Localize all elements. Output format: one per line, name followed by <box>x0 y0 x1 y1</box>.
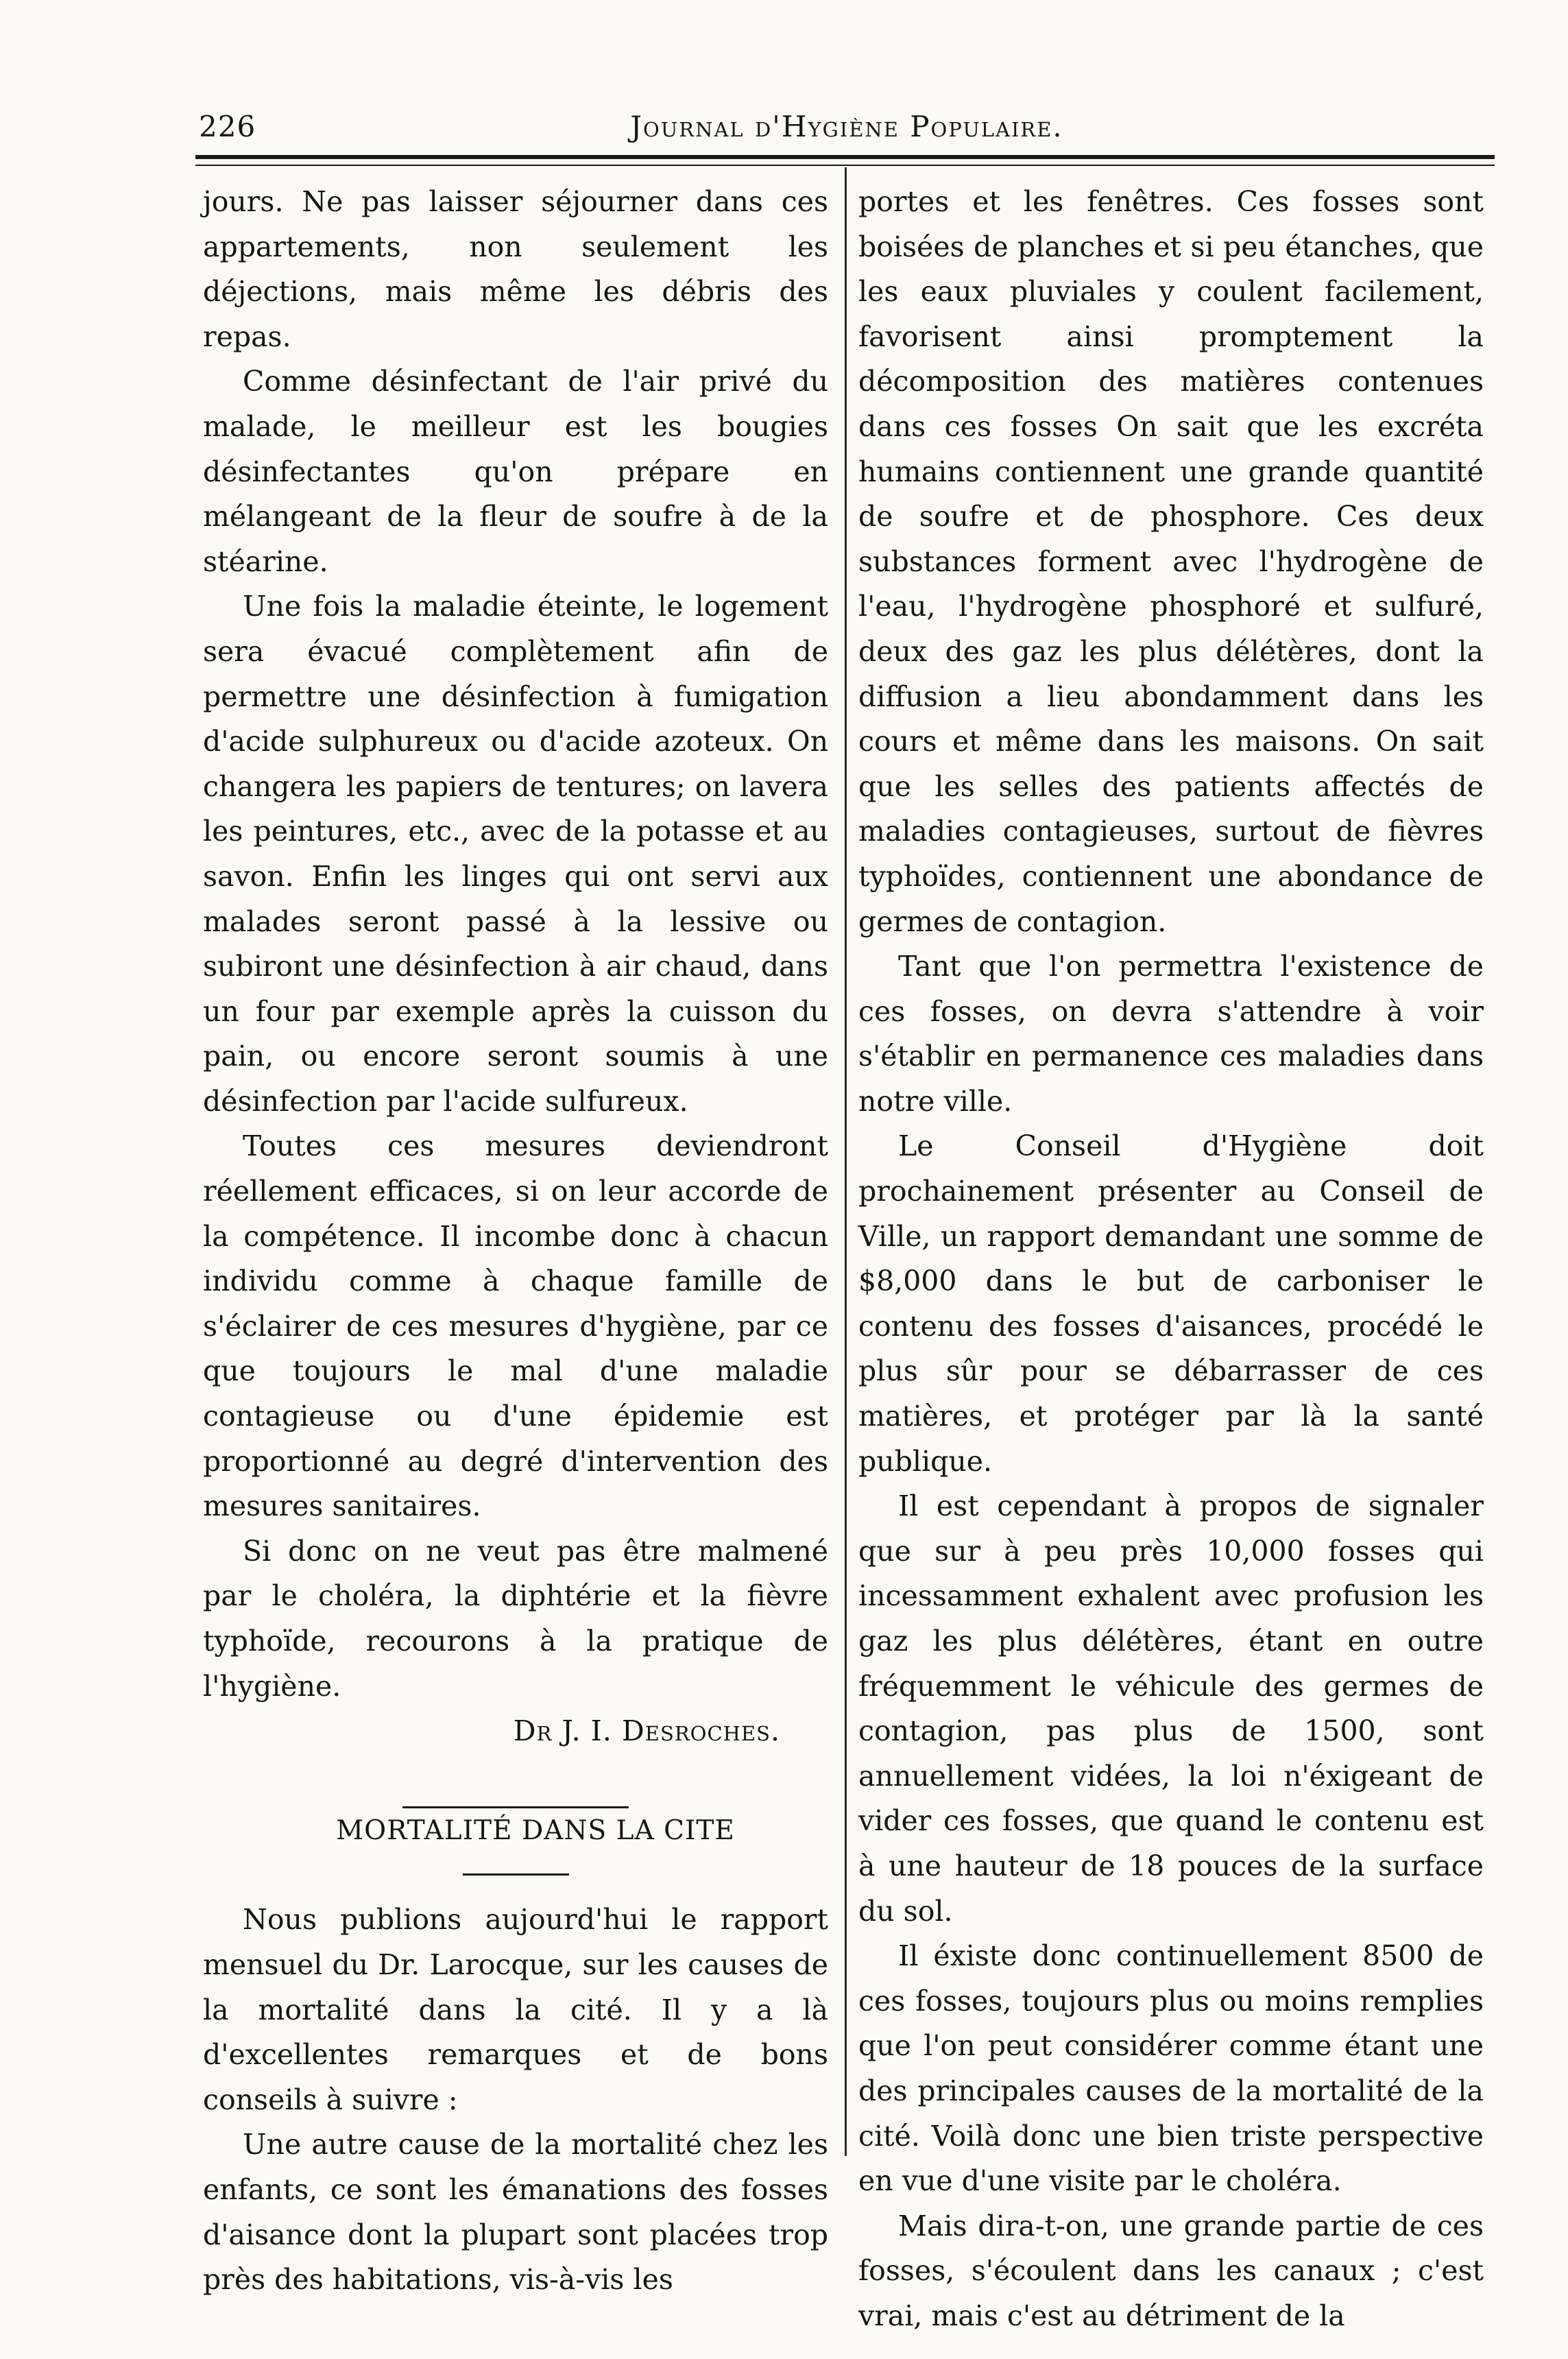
paragraph: Une autre cause de la mortalité chez les enfants, ce sont les émanations des fosses d'aisance dont la plupart sont placées trop près des habitations, vis-à-vis les <box>203 2128 828 2297</box>
right-column <box>858 180 1484 2339</box>
author-signature: Dr J. I. Desroches. <box>513 1714 780 1748</box>
paragraph: Il est cependant à propos de signaler que sur à peu près 10,000 fosses qui incessamment exhalent avec profusion les gaz les plus délétères, étant en outre fréquemment le véhicule des germes de contagion, pas plus de 1500, sont annuellement vidées, la loi n'éxigeant de vider ces fosses, que quand le contenu est à une hauteur de 18 pouces de la surface du sol. <box>858 1489 1484 1928</box>
section-title-rule <box>463 1873 569 1876</box>
paragraph: Mais dira-t-on, une grande partie de ces fosses, s'écoulent dans les canaux ; c'est vrai, mais c'est au détriment de la <box>858 2209 1484 2332</box>
page-header <box>199 110 1495 158</box>
paragraph: Le Conseil d'Hygiène doit prochainement présenter au Conseil de Ville, un rapport demandant une somme de $8,000 dans le but de carboniser le contenu des fosses d'aisances, procédé le plus sûr pour se débarrasser de ces matières, et protéger par là la santé publique. <box>858 1129 1484 1478</box>
paragraph: Si donc on ne veut pas être malmené par le choléra, la diphtérie et la fièvre typhoïde, recourons à la pratique de l'hygiène. <box>203 1534 828 1703</box>
paragraph: jours. Ne pas laisser séjourner dans ces appartements, non seulement les déjections, mais même les débris des repas. <box>203 185 828 353</box>
header-rule-thick <box>195 155 1495 159</box>
paragraph: portes et les fenêtres. Ces fosses sont boisées de planches et si peu étanches, que les eaux pluviales y coulent facilement, favorisent ainsi promptement la décomposition des matières contenues dans ces fosses On sait que les excréta humains contiennent une grande quantité de soufre et de phosphore. Ces deux substances forment avec l'hydrogène de l'eau, l'hydrogène phosphoré et sulfuré, deux des gaz les plus délétères, dont la diffusion a lieu abondamment dans les cours et même dans les maisons. On sait que les selles des patients affectés de maladies contagieuses, surtout de fièvres typhoïdes, contiennent une abondance de germes de contagion. <box>858 185 1484 938</box>
page-number: 226 <box>199 110 256 143</box>
paragraph: Comme désinfectant de l'air privé du malade, le meilleur est les bougies désinfectantes qu'on prépare en mélangeant de la fleur de soufre à de la stéarine. <box>203 365 828 578</box>
left-column <box>203 180 828 2303</box>
column-divider <box>845 167 847 2156</box>
paragraph: Tant que l'on permettra l'existence de ces fosses, on devra s'attendre à voir s'établir en permanence ces maladies dans notre ville. <box>858 950 1484 1118</box>
paragraph: Toutes ces mesures deviendront réellement efficaces, si on leur accorde de la compétence. Il incombe donc à chacun individu comme à chaque famille de s'éclairer de ces mesures d'hygiène, par ce que toujours le mal d'une maladie contagieuse ou d'une épidemie est proportionné au degré d'intervention des mesures sanitaires. <box>203 1129 828 1523</box>
header-rule-thin <box>195 165 1495 166</box>
paragraph: Nous publions aujourd'hui le rapport mensuel du Dr. Larocque, sur les causes de la mortalité dans la cité. Il y a là d'excellentes remarques et de bons conseils à suivre : <box>203 1903 828 2116</box>
paragraph: Une fois la maladie éteinte, le logement sera évacué complètement afin de permettre une désinfection à fumigation d'acide sulphureux ou d'acide azoteux. On changera les papiers de tentures; on lavera les peintures, etc., avec de la potasse et au savon. Enfin les linges qui ont servi aux malades seront passé à la lessive ou subiront une désinfection à air chaud, dans un four par exemple après la cuisson du pain, ou encore seront soumis à une désinfection par l'acide sulfureux. <box>203 590 828 1118</box>
journal-title: Journal d'Hygiène Populaire. <box>630 110 1063 143</box>
paragraph: Il éxiste donc continuellement 8500 de ces fosses, toujours plus ou moins remplies que l'on peut considérer comme étant une des principales causes de la mortalité de la cité. Voilà donc une bien triste perspective en vue d'une visite par le choléra. <box>858 1939 1484 2198</box>
section-title: MORTALITÉ DANS LA CITE <box>336 1815 735 1846</box>
